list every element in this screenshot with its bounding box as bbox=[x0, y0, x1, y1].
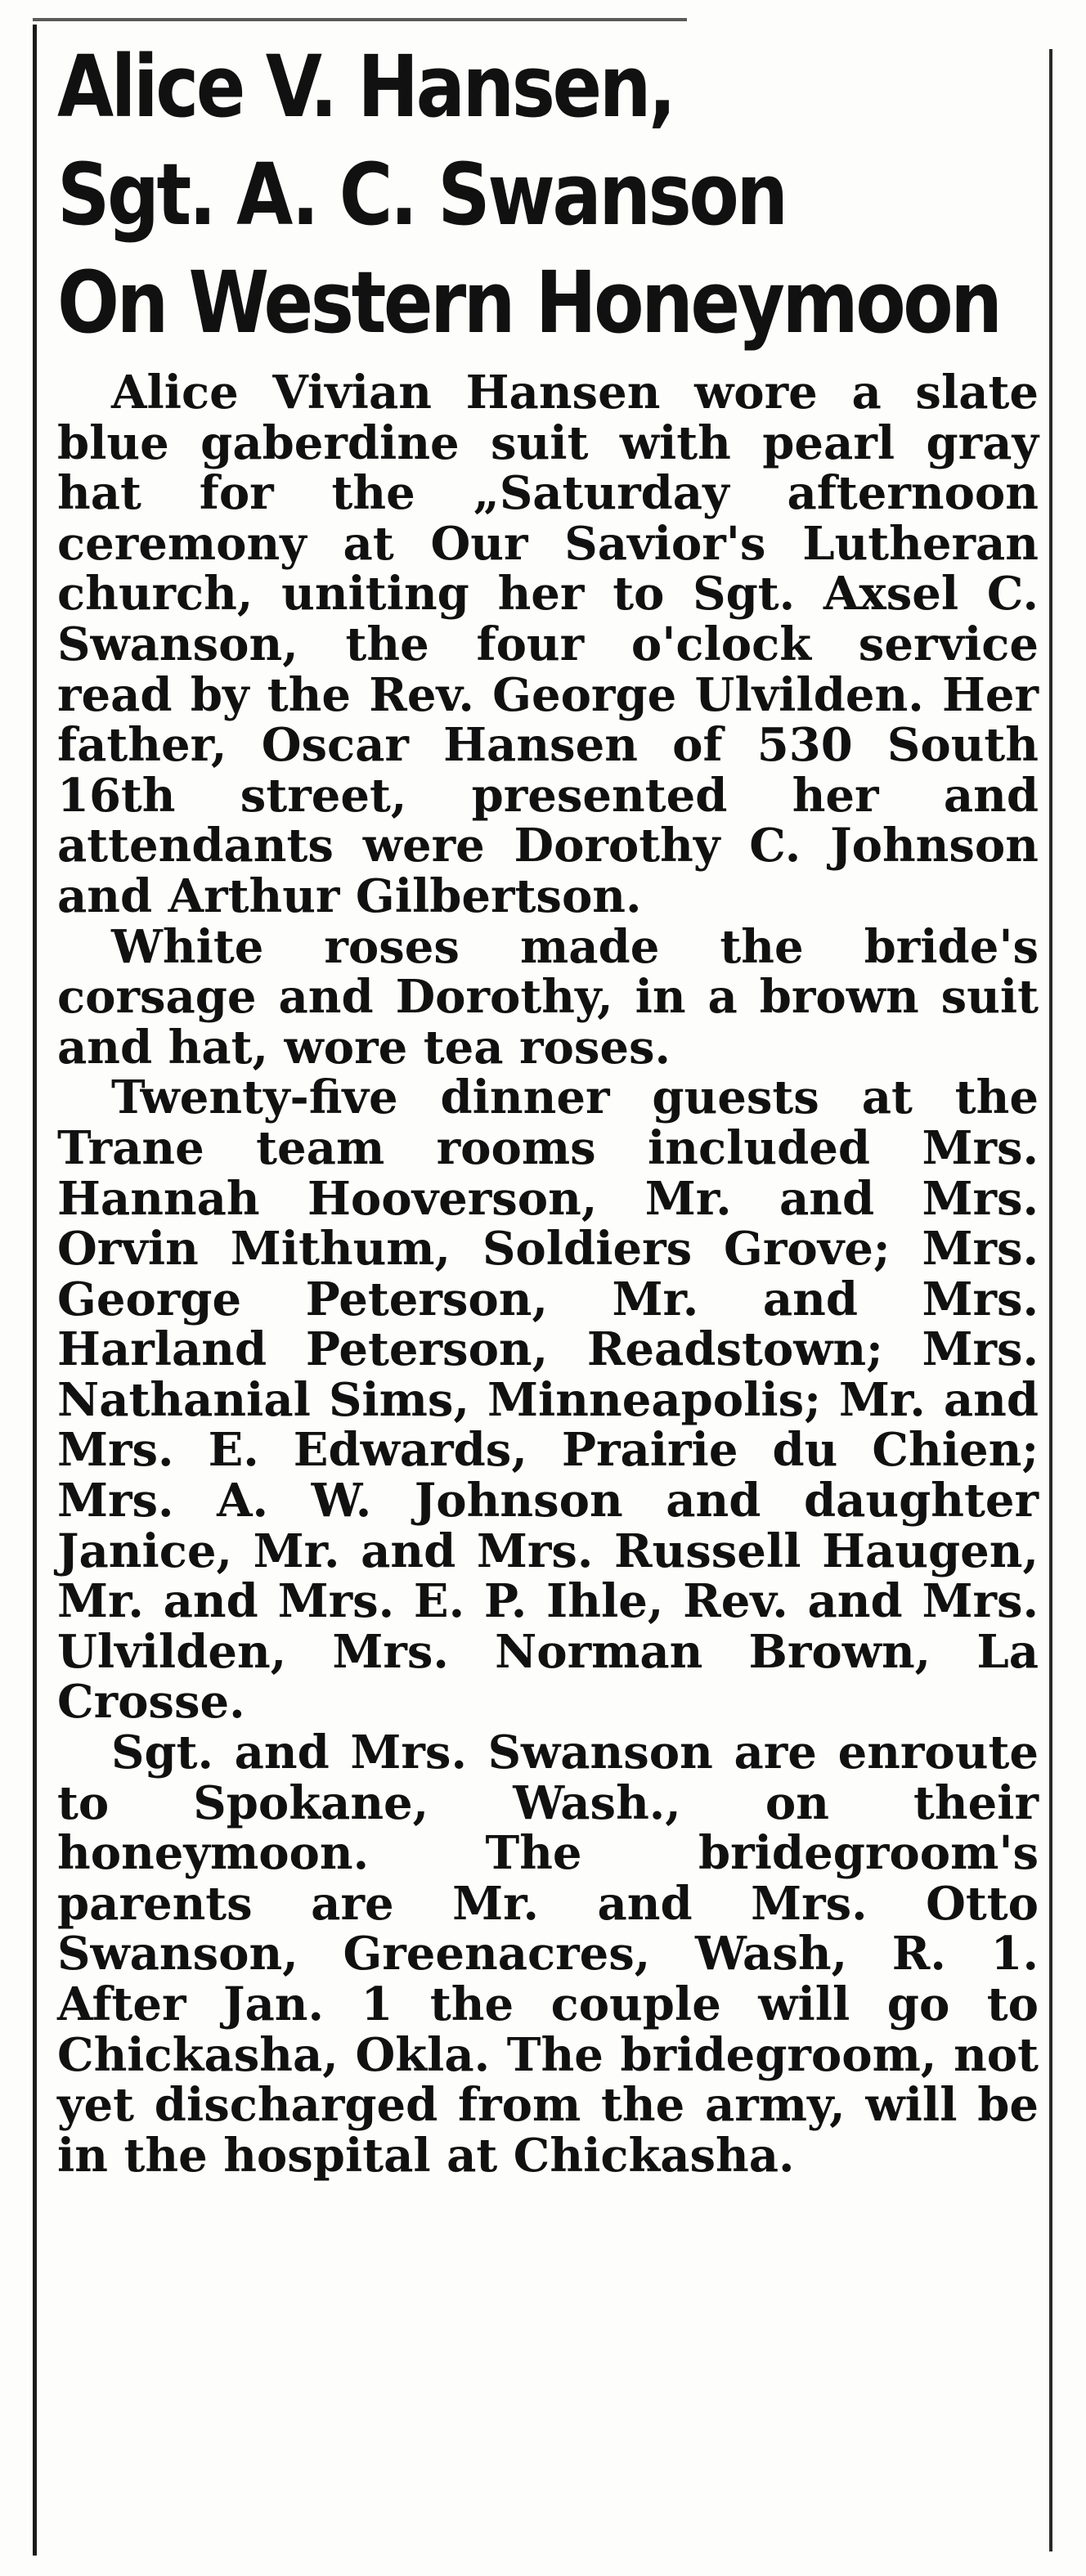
paragraph-ceremony: Alice Vivian Hansen wore a slate blue gaberdine suit with pearl gray hat for the „Saturday afternoon ceremony at Our Savior's Lutheran church, uniting her to Sgt. Axsel C. Swanson, the four o'clock service read by the Rev. George Ulvilden. Her father, Oscar Hansen of 530 South 16th street, presented her and attendants were Dorothy C. Johnson and Arthur Gilbertson. bbox=[57, 366, 1039, 923]
top-border-rule bbox=[33, 18, 687, 21]
headline-line-1: Alice V. Hansen, bbox=[57, 37, 674, 137]
right-column-rule bbox=[1049, 49, 1052, 2551]
headline-line-3: On Western Honeymoon bbox=[57, 253, 1000, 352]
paragraph-flowers: White roses made the bride's corsage and Dorothy, in a brown suit and hat, wore tea roses. bbox=[57, 919, 1039, 1075]
paragraph-guests: Twenty-five dinner guests at the Trane team rooms included Mrs. Hannah Hooverson, Mr. and Mrs. Orvin Mithum, Soldiers Grove; Mrs. George Peterson, Mr. and Mrs. Harland Peterson, Readstown; Mrs. Nathanial Sims, Minneapolis; Mr. and Mrs. E. Edwards, Prairie du Chien; Mrs. A. W. Johnson and daughter Janice, Mr. and Mrs. Russell Haugen, Mr. and Mrs. E. P. Ihle, Rev. and Mrs. Ulvilden, Mrs. Norman Brown, La Crosse. bbox=[57, 1070, 1039, 1730]
article bbox=[57, 33, 1039, 2181]
article-body bbox=[57, 368, 1039, 2181]
paragraph-honeymoon: Sgt. and Mrs. Swanson are enroute to Spokane, Wash., on their honeymoon. The bridegroom's parents are Mr. and Mrs. Otto Swanson, Greenacres, Wash, R. 1. After Jan. 1 the couple will go to Chickasha, Okla. The bridegroom, not yet discharged from the army, will be in the hospital at Chickasha. bbox=[57, 1726, 1039, 2183]
left-column-rule bbox=[33, 25, 37, 2556]
article-headline bbox=[57, 33, 1039, 357]
headline-line-2: Sgt. A. C. Swanson bbox=[57, 145, 786, 245]
